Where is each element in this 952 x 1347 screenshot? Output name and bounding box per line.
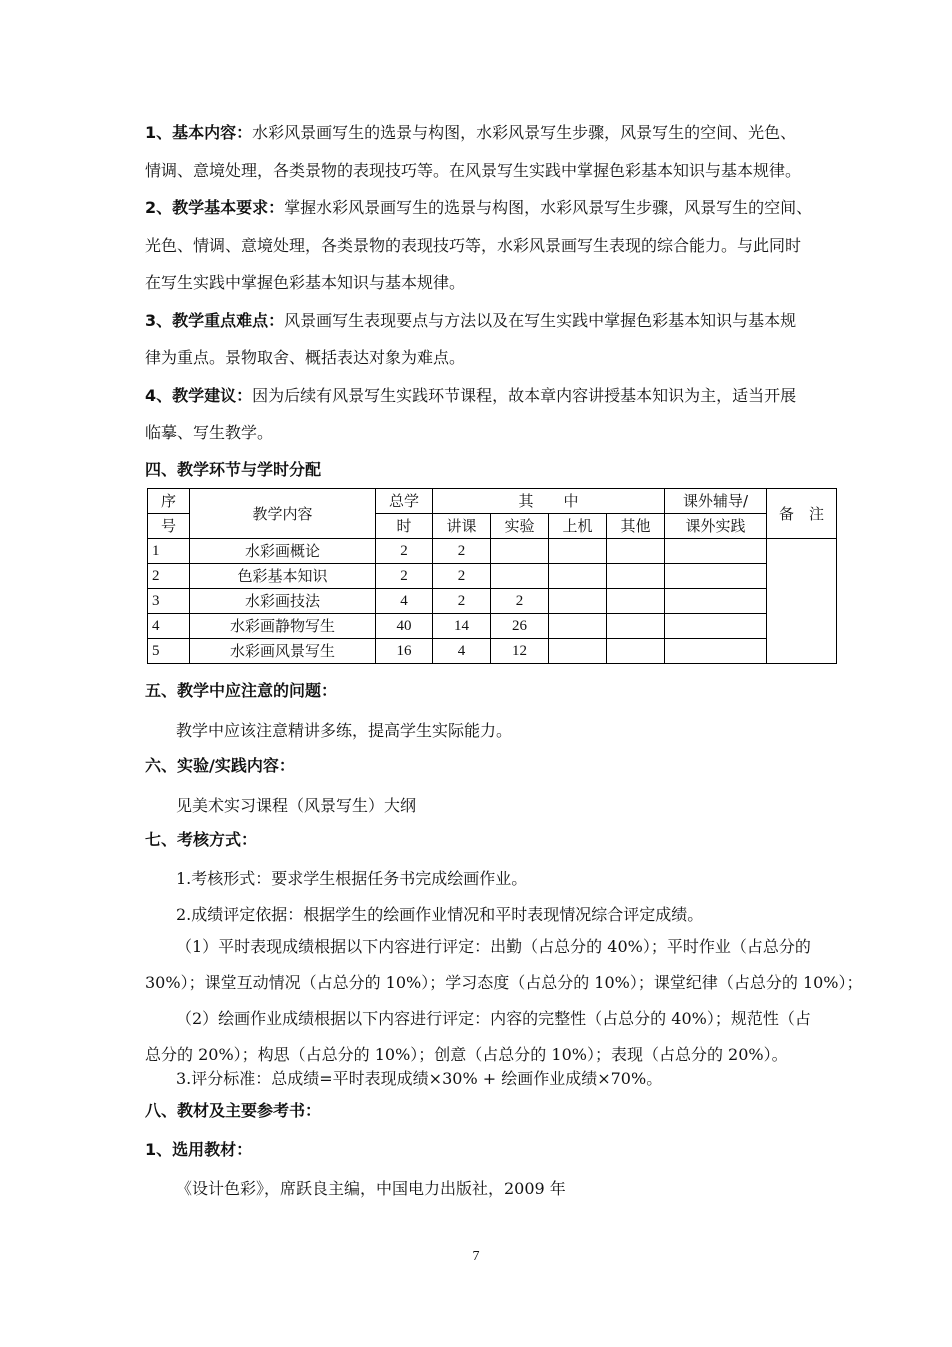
page-number: 7 [472,1249,480,1264]
cell-no: 4 [148,614,190,639]
daily-score-line-2: 30%）；课堂互动情况（占总分的 10%）；学习态度（占总分的 10%）；课堂纪律（占总分的 10%）； [145,973,863,992]
table-row [148,589,837,614]
table-row [148,639,837,664]
cell-extra [665,589,767,614]
grading-basis: 2.成绩评定依据：根据学生的绘画作业情况和平时表现情况综合评定成绩。 [176,905,704,924]
item-2-label: 2、教学基本要求： [145,198,285,217]
table-row [148,539,837,564]
cell-other [607,639,665,664]
header-other: 其他 [607,514,665,539]
cell-lab: 2 [491,589,549,614]
item-4-label: 4、教学建议： [145,386,253,405]
item-4-text: 因为后续有风景写生实践环节课程，故本章内容讲授基本知识为主，适当开展 [252,386,797,405]
section-8-title: 八、教材及主要参考书： [145,1101,322,1120]
section-5-text: 教学中应该注意精讲多练，提高学生实际能力。 [176,721,513,740]
textbook-subtitle: 1、选用教材： [145,1140,253,1159]
header-total-bottom: 时 [376,514,433,539]
cell-extra [665,614,767,639]
item-2-line-3: 在写生实践中掌握色彩基本知识与基本规律。 [145,273,466,292]
cell-lecture: 2 [433,564,491,589]
cell-lecture: 14 [433,614,491,639]
cell-no: 2 [148,564,190,589]
cell-content: 色彩基本知识 [190,564,376,589]
cell-computer [549,639,607,664]
cell-content: 水彩画静物写生 [190,614,376,639]
cell-no: 1 [148,539,190,564]
item-1-label: 1、基本内容： [145,123,253,142]
section-6-title: 六、实验/实践内容： [145,756,295,775]
item-4-line-2: 临摹、写生教学。 [145,423,274,442]
header-content: 教学内容 [190,489,376,539]
table-header-row-1 [148,489,837,514]
cell-content: 水彩画风景写生 [190,639,376,664]
item-3-text: 风景画写生表现要点与方法以及在写生实践中掌握色彩基本知识与基本规 [284,311,797,330]
cell-total: 40 [376,614,433,639]
daily-score-line-1: （1）平时表现成绩根据以下内容进行评定：出勤（占总分的 40%）；平时作业（占总分的 [176,937,811,956]
item-2-line-2: 光色、情调、意境处理，各类景物的表现技巧等，水彩风景画写生表现的综合能力。与此同时 [145,236,802,255]
item-3-label: 3、教学重点难点： [145,311,285,330]
cell-total: 16 [376,639,433,664]
section-7-title: 七、考核方式： [145,830,258,849]
work-score-line-1: （2）绘画作业成绩根据以下内容进行评定：内容的完整性（占总分的 40%）；规范性（占 [176,1009,811,1028]
item-3-line-2: 律为重点。景物取舍、概括表达对象为难点。 [145,348,466,367]
header-among: 其 中 [433,489,665,514]
cell-content: 水彩画概论 [190,539,376,564]
header-total-top: 总学 [376,489,433,514]
item-1-line-1 [145,122,845,144]
cell-other [607,564,665,589]
item-1-text: 水彩风景画写生的选景与构图，水彩风景写生步骤，风景写生的空间、光色、 [252,123,797,142]
work-score-line-2: 总分的 20%）；构思（占总分的 10%）；创意（占总分的 10%）；表现（占总分的 20%）。 [145,1045,788,1064]
table-row [148,614,837,639]
cell-lab: 26 [491,614,549,639]
cell-computer [549,589,607,614]
cell-remark [767,539,837,664]
cell-extra [665,564,767,589]
header-extra-top: 课外辅导/ [665,489,767,514]
cell-lab [491,539,549,564]
cell-computer [549,539,607,564]
header-lecture: 讲课 [433,514,491,539]
header-seq-top: 序 [148,489,190,514]
header-extra-bottom: 课外实践 [665,514,767,539]
cell-no: 5 [148,639,190,664]
cell-computer [549,564,607,589]
cell-no: 3 [148,589,190,614]
header-computer: 上机 [549,514,607,539]
cell-computer [549,614,607,639]
assessment-form: 1.考核形式：要求学生根据任务书完成绘画作业。 [176,869,528,888]
item-1-line-2: 情调、意境处理，各类景物的表现技巧等。在风景写生实践中掌握色彩基本知识与基本规律。 [145,161,802,180]
cell-lab: 12 [491,639,549,664]
cell-total: 2 [376,564,433,589]
section-5-title: 五、教学中应注意的问题： [145,681,338,700]
cell-lab [491,564,549,589]
cell-content: 水彩画技法 [190,589,376,614]
cell-total: 4 [376,589,433,614]
cell-other [607,614,665,639]
item-2-line-1 [145,197,845,219]
table-row [148,564,837,589]
section-4-title: 四、教学环节与学时分配 [145,460,322,479]
cell-lecture: 2 [433,539,491,564]
cell-lecture: 4 [433,639,491,664]
item-4-line-1 [145,385,845,407]
cell-extra [665,539,767,564]
item-3-line-1 [145,310,845,332]
cell-extra [665,639,767,664]
section-6-text: 见美术实习课程（风景写生）大纲 [176,796,417,815]
scoring-standard: 3.评分标准：总成绩=平时表现成绩×30% + 绘画作业成绩×70%。 [176,1069,663,1088]
cell-other [607,589,665,614]
header-lab: 实验 [491,514,549,539]
header-seq-bottom: 号 [148,514,190,539]
cell-total: 2 [376,539,433,564]
header-remark: 备 注 [767,489,837,539]
item-2-text: 掌握水彩风景画写生的选景与构图，水彩风景写生步骤，风景写生的空间、 [284,198,813,217]
schedule-table [147,488,837,664]
cell-other [607,539,665,564]
textbook-entry: 《设计色彩》，席跃良主编，中国电力出版社，2009 年 [176,1179,566,1198]
cell-lecture: 2 [433,589,491,614]
